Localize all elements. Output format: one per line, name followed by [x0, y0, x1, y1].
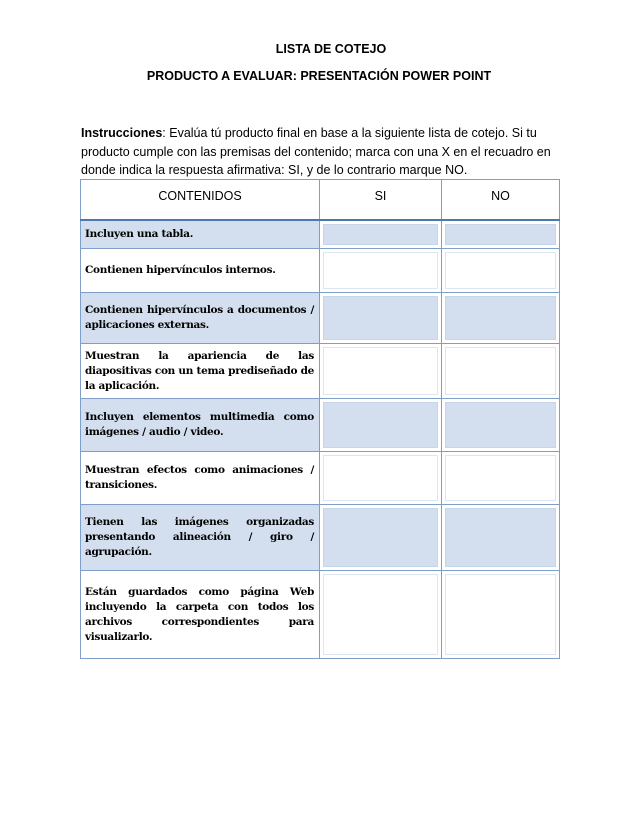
instructions-text: : Evalúa tú producto final en base a la siguiente lista de cotejo. Si tu producto cumple con las premisas del contenido; marca con una X en el recuadro en donde indica la respuesta afirmativa: SI, y de lo contrario marque NO.	[81, 126, 551, 177]
instructions-paragraph	[81, 124, 559, 180]
si-checkbox-cell[interactable]	[320, 249, 442, 293]
table-row	[81, 220, 560, 249]
si-checkbox-cell[interactable]	[320, 220, 442, 249]
no-checkbox-cell[interactable]	[442, 220, 560, 249]
content-cell	[81, 571, 320, 659]
content-text: Están guardados como página Web incluyendo la carpeta con todos los archivos correspondientes para visualizarlo.	[85, 585, 314, 643]
content-cell	[81, 399, 320, 452]
content-text: Incluyen una tabla.	[85, 227, 194, 240]
content-text: Contienen hipervínculos a documentos / aplicaciones externas.	[85, 304, 314, 331]
si-checkbox-cell[interactable]	[320, 452, 442, 505]
content-text: Contienen hipervínculos internos.	[85, 264, 276, 276]
si-checkbox-cell[interactable]	[320, 399, 442, 452]
content-text: Tienen las imágenes organizadas presentando alineación / giro / agrupación.	[85, 516, 314, 558]
column-header-si: SI	[320, 180, 442, 220]
table-row	[81, 399, 560, 452]
table-row	[81, 249, 560, 293]
table-row	[81, 344, 560, 399]
no-checkbox-cell[interactable]	[442, 571, 560, 659]
no-checkbox-cell[interactable]	[442, 505, 560, 571]
column-header-no: NO	[442, 180, 560, 220]
table-row	[81, 293, 560, 344]
table-header-row	[81, 180, 560, 220]
no-checkbox-cell[interactable]	[442, 452, 560, 505]
no-checkbox-cell[interactable]	[442, 249, 560, 293]
document-title: LISTA DE COTEJO	[275, 42, 387, 56]
content-cell	[81, 344, 320, 399]
content-text: Muestran la apariencia de las diapositivas con un tema prediseñado de la aplicación.	[85, 349, 314, 392]
instructions-label: Instrucciones	[81, 126, 163, 140]
checklist-table	[80, 179, 560, 659]
content-cell	[81, 452, 320, 505]
no-checkbox-cell[interactable]	[442, 344, 560, 399]
content-text: Muestran efectos como animaciones / transiciones.	[85, 464, 314, 491]
table-row	[81, 452, 560, 505]
document-subtitle: PRODUCTO A EVALUAR: PRESENTACIÓN POWER POINT	[146, 69, 492, 83]
table-row	[81, 505, 560, 571]
si-checkbox-cell[interactable]	[320, 293, 442, 344]
column-header-contenidos: CONTENIDOS	[81, 180, 320, 220]
si-checkbox-cell[interactable]	[320, 571, 442, 659]
content-cell	[81, 293, 320, 344]
content-cell	[81, 220, 320, 249]
table-row	[81, 571, 560, 659]
content-cell	[81, 249, 320, 293]
content-cell	[81, 505, 320, 571]
si-checkbox-cell[interactable]	[320, 344, 442, 399]
no-checkbox-cell[interactable]	[442, 293, 560, 344]
no-checkbox-cell[interactable]	[442, 399, 560, 452]
si-checkbox-cell[interactable]	[320, 505, 442, 571]
content-text: Incluyen elementos multimedia como imágenes / audio / video.	[85, 411, 314, 438]
